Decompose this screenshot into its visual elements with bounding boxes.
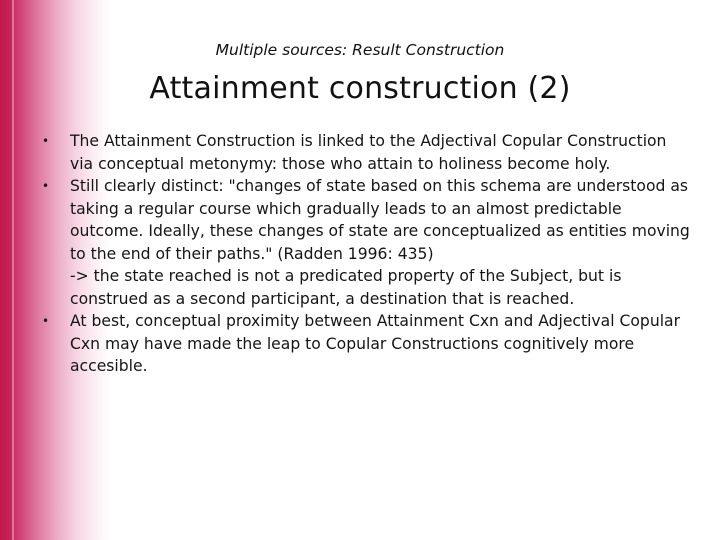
bullet-icon: • — [42, 314, 50, 328]
bullet-continuation: -> the state reached is not a predicated property of the Subject, but is construed as a second participant, a destination that is reached. — [70, 267, 622, 308]
slide-subtitle: Multiple sources: Result Construction — [215, 41, 505, 59]
bullet-text: At best, conceptual proximity between Attainment Cxn and Adjectival Copular Cxn may have made the leap to Copular Constructions cognitively more accesible. — [70, 312, 681, 375]
bullet-icon: • — [42, 134, 50, 148]
slide-title: Attainment construction (2) — [149, 71, 571, 106]
bullet-text: The Attainment Construction is linked to the Adjectival Copular Construction via conceptual metonymy: those who attain to holiness become holy. — [70, 132, 667, 173]
bullet-item — [42, 310, 690, 378]
bullet-list — [42, 130, 690, 378]
bullet-text: Still clearly distinct: "changes of state based on this schema are understood as taking a regular course which gradually leads to an almost predictable outcome. Ideally, these changes of state are conceptualized as entities moving to the end of their paths." (Radden 1996: 435) — [70, 177, 690, 263]
bullet-item — [42, 130, 690, 175]
bullet-item — [42, 175, 690, 310]
bullet-icon: • — [42, 179, 50, 193]
